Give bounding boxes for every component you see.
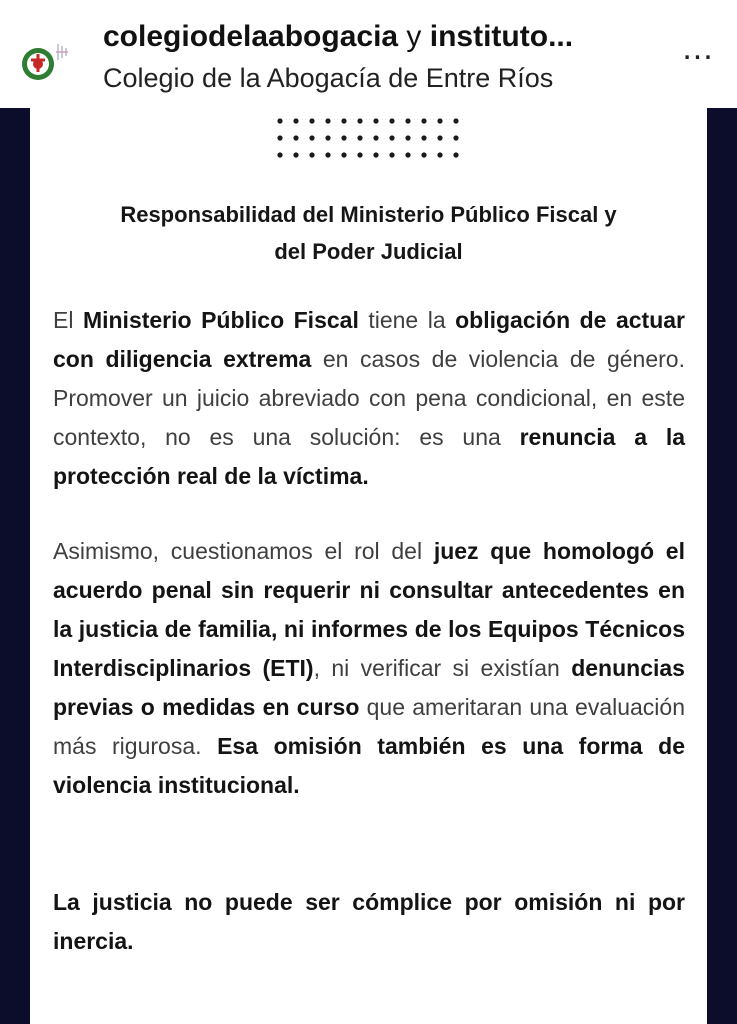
p2-bold-1: juez que homologó el acuerdo penal sin requerir ni consultar antecedentes en la justicia de familia, ni informes de los Equipos Técnicos Interdisciplinarios (ETI): [53, 538, 685, 681]
decoration-dot: [341, 152, 346, 157]
account-subtitle: Colegio de la Abogacía de Entre Ríos: [103, 63, 554, 93]
decoration-dot: [437, 152, 442, 157]
paragraph-ministerio: [53, 301, 685, 496]
p3-bold-1: La justicia no puede ser cómplice por omisión ni por inercia.: [53, 889, 685, 954]
decoration-dot: [309, 135, 314, 140]
p2-text-3: que ameritaran una evaluación más rigurosa.: [53, 694, 686, 759]
collaborator-username[interactable]: instituto...: [429, 20, 574, 53]
paragraph-conclusion: [53, 883, 685, 961]
decoration-dot: [325, 152, 330, 157]
p2-text-2: , ni verificar si existían: [313, 655, 572, 681]
decoration-dot: [373, 118, 378, 123]
account-connector: y: [398, 20, 430, 53]
decoration-dot: [405, 135, 410, 140]
dot-grid-decoration: [276, 117, 466, 161]
p1-text-3: en casos de violencia de género. Promover un juicio abreviado con pena condicional, en este contexto, no es una solución: es una: [53, 346, 685, 450]
decoration-dot: [357, 118, 362, 123]
p1-bold-2: obligación de actuar con diligencia extrema: [53, 307, 685, 372]
decoration-dot: [357, 152, 362, 157]
decoration-dot: [373, 135, 378, 140]
paragraph-juez: [53, 532, 685, 805]
decoration-dot: [309, 118, 314, 123]
p1-bold-3: renuncia a la protección real de la víctima.: [53, 424, 685, 489]
decoration-dot: [453, 118, 458, 123]
account-info: [103, 18, 663, 96]
decoration-dot: [453, 152, 458, 157]
p1-text-1: El: [53, 307, 83, 333]
colegio-logo-icon: [20, 38, 70, 86]
decoration-dot: [453, 135, 458, 140]
more-options-button[interactable]: ...: [682, 29, 714, 67]
p1-text-2: tiene la: [358, 307, 456, 333]
decoration-dot: [373, 152, 378, 157]
decoration-dot: [325, 118, 330, 123]
account-username[interactable]: colegiodelaabogacia: [103, 20, 399, 53]
decoration-dot: [405, 118, 410, 123]
account-title[interactable]: [103, 18, 663, 56]
decoration-dot: [437, 135, 442, 140]
decoration-dot: [421, 118, 426, 123]
decoration-dot: [389, 152, 394, 157]
decoration-dot: [325, 135, 330, 140]
decoration-dot: [357, 135, 362, 140]
decoration-dot: [437, 118, 442, 123]
decoration-dot: [293, 118, 298, 123]
decoration-dot: [277, 152, 282, 157]
decoration-dot: [405, 152, 410, 157]
decoration-dot: [421, 152, 426, 157]
heading-line-1: Responsabilidad del Ministerio Público Fiscal y: [120, 202, 617, 227]
decoration-dot: [309, 152, 314, 157]
decoration-dot: [293, 135, 298, 140]
post-header: [0, 0, 737, 108]
post-heading: [30, 196, 707, 270]
heading-line-2: del Poder Judicial: [274, 239, 463, 264]
profile-avatar[interactable]: [20, 38, 70, 86]
p2-bold-3: Esa omisión también es una forma de violencia institucional.: [53, 733, 685, 798]
decoration-dot: [421, 135, 426, 140]
p2-bold-2: denuncias previas o medidas en curso: [53, 655, 685, 720]
decoration-dot: [389, 135, 394, 140]
p1-bold-1: Ministerio Público Fiscal: [82, 307, 359, 333]
decoration-dot: [277, 118, 282, 123]
decoration-dot: [389, 118, 394, 123]
decoration-dot: [341, 118, 346, 123]
decoration-dot: [341, 135, 346, 140]
decoration-dot: [277, 135, 282, 140]
decoration-dot: [293, 152, 298, 157]
p2-text-1: Asimismo, cuestionamos el rol del: [53, 538, 434, 564]
